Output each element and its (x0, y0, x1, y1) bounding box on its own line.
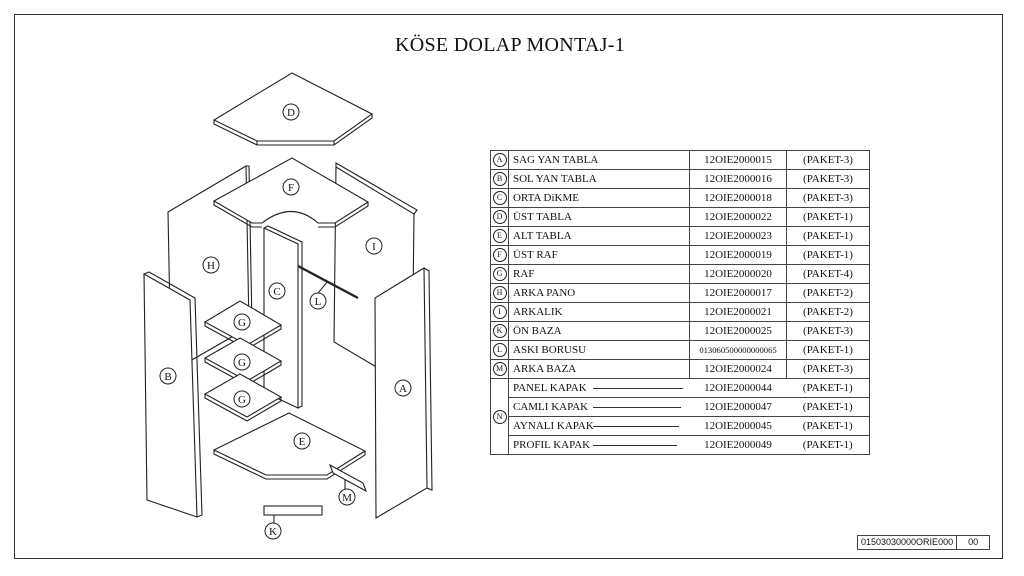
part-package: (PAKET-3) (787, 322, 870, 341)
door-name: CAMLI KAPAK (513, 401, 589, 413)
diagram-label-d: D (287, 107, 295, 119)
part-letter: L (493, 343, 507, 357)
part-package: (PAKET-3) (787, 189, 870, 208)
door-code: 12OIE2000045 (690, 417, 787, 436)
part-code: 12OIE2000019 (690, 246, 787, 265)
diagram-label-l: L (314, 296, 322, 308)
part-letter-cell (491, 322, 509, 341)
drawing-title: KÖSE DOLAP MONTAJ-1 (394, 34, 626, 56)
part-letter: K (493, 324, 507, 338)
part-package: (PAKET-4) (787, 265, 870, 284)
part-name: ALT TABLA (509, 227, 690, 246)
part-letter-cell (491, 227, 509, 246)
part-letter-cell (491, 265, 509, 284)
table-row (491, 284, 870, 303)
door-package: (PAKET-1) (787, 398, 870, 417)
part-code: 12OIE2000021 (690, 303, 787, 322)
part-letter-cell (491, 189, 509, 208)
parts-table (490, 150, 870, 455)
part-name: ÖN BAZA (509, 322, 690, 341)
door-name: PANEL KAPAK (513, 382, 587, 394)
part-name: RAF (509, 265, 690, 284)
diagram-label-g: G (238, 317, 246, 329)
part-letter-cell (491, 284, 509, 303)
door-code: 12OIE2000047 (690, 398, 787, 417)
part-name: ARKA BAZA (509, 360, 690, 379)
part-name: ARKALIK (509, 303, 690, 322)
part-code: 12OIE2000017 (690, 284, 787, 303)
part-package: (PAKET-3) (787, 151, 870, 170)
diagram-label-c: C (273, 286, 281, 298)
table-row (491, 170, 870, 189)
table-row (491, 360, 870, 379)
part-letter-cell (491, 360, 509, 379)
part-package: (PAKET-3) (787, 170, 870, 189)
part-code: 12OIE2000016 (690, 170, 787, 189)
diagram-label-h: H (207, 260, 215, 272)
part-code: 12OIE2000022 (690, 208, 787, 227)
door-row (491, 436, 870, 455)
part-code: 12OIE2000025 (690, 322, 787, 341)
part-code: 12OIE2000023 (690, 227, 787, 246)
diagram-label-a: A (399, 383, 407, 395)
leader-line (593, 407, 681, 408)
part-letter-cell (491, 341, 509, 360)
part-code: 12OIE2000018 (690, 189, 787, 208)
part-code: 12OIE2000024 (690, 360, 787, 379)
part-name: ÜST RAF (509, 246, 690, 265)
part-letter-cell (491, 303, 509, 322)
part-package: (PAKET-2) (787, 303, 870, 322)
leader-line (593, 388, 683, 389)
diagram-label-m: M (342, 492, 352, 504)
part-code: 12OIE2000020 (690, 265, 787, 284)
door-row (491, 417, 870, 436)
part-letter: I (493, 305, 507, 319)
table-row (491, 322, 870, 341)
part-letter: C (493, 191, 507, 205)
diagram-label-e: E (298, 436, 306, 448)
door-name-cell (509, 436, 690, 455)
table-row (491, 208, 870, 227)
table-row (491, 341, 870, 360)
document-number: 01503030000ORIE000 (861, 537, 954, 547)
table-row (491, 227, 870, 246)
part-package: (PAKET-1) (787, 208, 870, 227)
part-name: SOL YAN TABLA (509, 170, 690, 189)
table-row (491, 189, 870, 208)
table-row (491, 303, 870, 322)
part-name: ORTA DiKME (509, 189, 690, 208)
part-letter: G (493, 267, 507, 281)
part-name: SAG YAN TABLA (509, 151, 690, 170)
part-name: ÜST TABLA (509, 208, 690, 227)
part-m-rear-base (330, 465, 366, 491)
part-letter-cell (491, 208, 509, 227)
part-letter: B (493, 172, 507, 186)
part-k-front-base (264, 506, 322, 524)
document-number-box (857, 535, 990, 550)
part-letter-cell (491, 170, 509, 189)
part-name: ARKA PANO (509, 284, 690, 303)
part-letter: H (493, 286, 507, 300)
revision-number: 00 (956, 536, 989, 549)
door-package: (PAKET-1) (787, 379, 870, 398)
part-e-bottom-board (214, 413, 365, 479)
door-name-cell (509, 379, 690, 398)
diagram-label-f: F (287, 182, 295, 194)
leader-line (593, 445, 677, 446)
part-package: (PAKET-1) (787, 246, 870, 265)
door-package: (PAKET-1) (787, 436, 870, 455)
door-package: (PAKET-1) (787, 417, 870, 436)
part-package: (PAKET-1) (787, 341, 870, 360)
door-group-letter: N (493, 410, 507, 424)
part-letter: M (493, 362, 507, 376)
table-row (491, 246, 870, 265)
table-row (491, 265, 870, 284)
diagram-label-b: B (164, 371, 172, 383)
diagram-label-k: K (269, 526, 277, 538)
part-c-middle-post (264, 226, 302, 408)
door-name: PROFIL KAPAK (513, 439, 591, 451)
table-row (491, 151, 870, 170)
part-package: (PAKET-2) (787, 284, 870, 303)
part-letter-cell (491, 151, 509, 170)
part-letter: F (493, 248, 507, 262)
leader-line (593, 426, 679, 427)
door-name: AYNALI KAPAK (513, 420, 594, 432)
door-code: 12OIE2000044 (690, 379, 787, 398)
door-name-cell (509, 417, 690, 436)
part-package: (PAKET-3) (787, 360, 870, 379)
door-row (491, 379, 870, 398)
part-code: 12OIE2000015 (690, 151, 787, 170)
door-group-letter-cell (491, 379, 509, 455)
door-code: 12OIE2000049 (690, 436, 787, 455)
part-letter-cell (491, 246, 509, 265)
part-letter: E (493, 229, 507, 243)
diagram-label-g: G (238, 394, 246, 406)
part-letter: A (493, 153, 507, 167)
diagram-label-g: G (238, 357, 246, 369)
door-name-cell (509, 398, 690, 417)
door-row (491, 398, 870, 417)
diagram-label-i: I (372, 241, 376, 253)
part-letter: D (493, 210, 507, 224)
part-code: 013060500000000065 (690, 341, 787, 360)
part-package: (PAKET-1) (787, 227, 870, 246)
part-name: ASKI BORUSU (509, 341, 690, 360)
